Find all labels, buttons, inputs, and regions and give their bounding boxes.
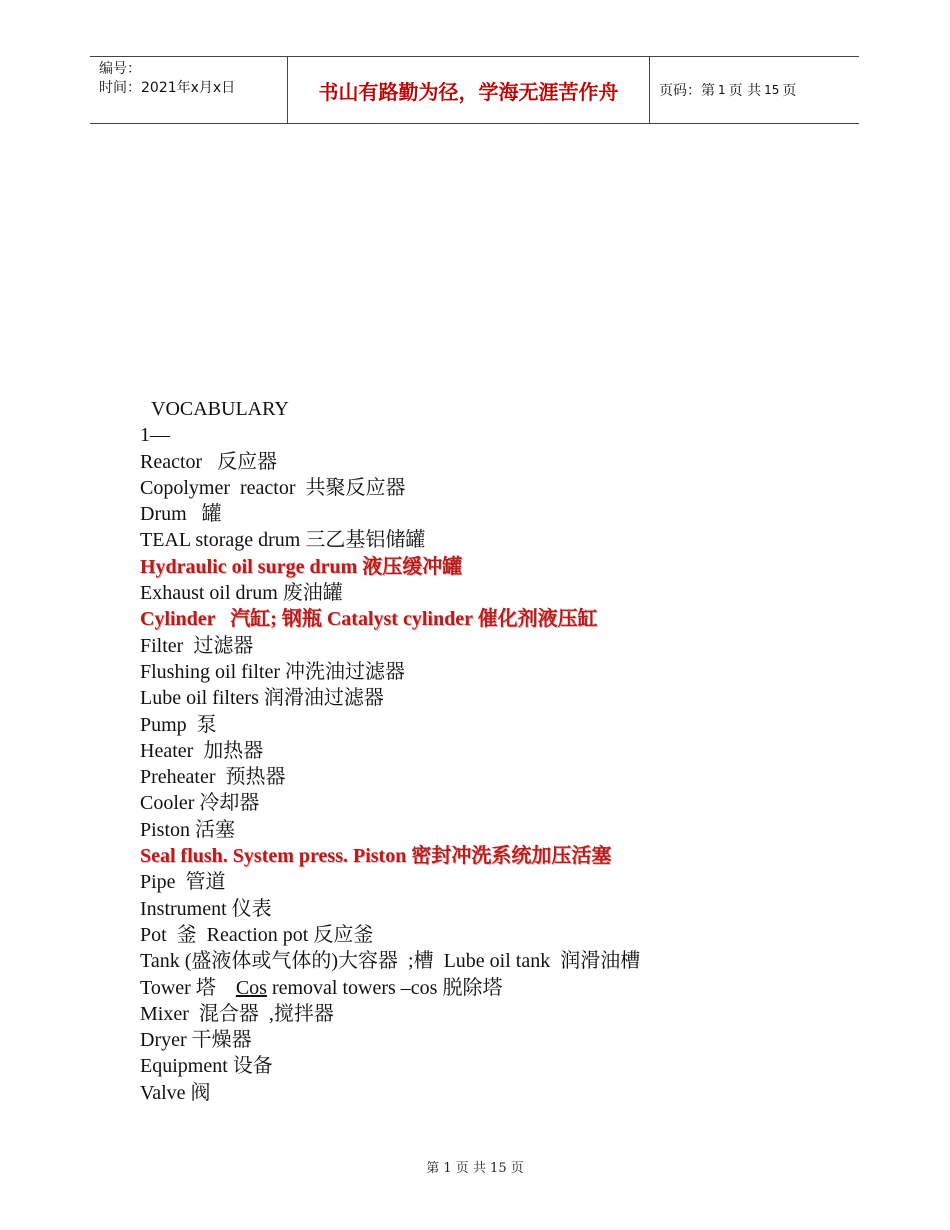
vocab-item: Reactor 反应器 [140, 450, 278, 473]
vocab-item: TEAL storage drum 三乙基铝储罐 [140, 529, 426, 552]
vocab-item: Dryer 干燥器 [140, 1029, 252, 1052]
tower-text-b: removal towers –cos 脱除塔 [266, 976, 503, 999]
vocab-item-tower [140, 975, 880, 1001]
vocab-item-highlighted: Seal flush. System press. Piston 密封冲洗系统加压活塞 [140, 845, 612, 868]
document-header [90, 56, 859, 124]
vocab-item-highlighted: Hydraulic oil surge drum 液压缓冲罐 [140, 555, 463, 578]
vocab-item: Pipe 管道 [140, 871, 226, 894]
section-number: 1— [140, 424, 170, 447]
vocab-item: Piston 活塞 [140, 818, 236, 841]
vocab-item: Equipment 设备 [140, 1055, 273, 1078]
vocab-item: Cooler 冷却器 [140, 792, 260, 815]
vocab-item: Instrument 仪表 [140, 897, 272, 920]
page-prefix: 页码：第 [659, 83, 715, 99]
vocab-item: Heater 加热器 [140, 739, 264, 762]
vocab-item: Exhaust oil drum 废油罐 [140, 582, 343, 605]
serial-label: 编号： [99, 61, 141, 77]
header-motto: 书山有路勤为径，学海无涯苦作舟 [287, 57, 650, 123]
vocab-item: Filter 过滤器 [140, 634, 254, 657]
vocab-item: Pot 釜 Reaction pot 反应釜 [140, 923, 374, 946]
tower-text-a: Tower 塔 [140, 976, 236, 999]
vocab-item: Preheater 预热器 [140, 766, 286, 789]
page-total: 15 [764, 83, 780, 97]
vocab-item: Mixer 混合器 ,搅拌器 [140, 1002, 334, 1025]
vocab-item: Copolymer reactor 共聚反应器 [140, 476, 406, 499]
header-page-info [650, 57, 859, 123]
cos-underlined: Cos [235, 976, 267, 999]
vocab-item: Tank (盛液体或气体的)大容器 ;槽 Lube oil tank 润滑油槽 [140, 950, 641, 973]
page-suffix: 页 [782, 83, 797, 99]
header-meta [90, 57, 287, 123]
page-footer: 第 1 页 共 15 页 [426, 1161, 524, 1176]
page-number: 1 [718, 83, 726, 97]
page-mid: 页 共 [728, 83, 762, 99]
vocab-item: Valve 阀 [140, 1081, 211, 1104]
vocab-item: Pump 泵 [140, 713, 217, 736]
vocab-item: Flushing oil filter 冲洗油过滤器 [140, 660, 405, 683]
vocab-item-highlighted: Cylinder 汽缸; 钢瓶 Catalyst cylinder 催化剂液压缸 [140, 608, 598, 631]
page-title: VOCABULARY [151, 398, 289, 420]
vocab-item: Lube oil filters 润滑油过滤器 [140, 687, 384, 710]
date-label: 时间：2021年x月x日 [99, 80, 236, 96]
vocabulary-content [140, 396, 880, 1106]
vocab-item: Drum 罐 [140, 503, 222, 526]
